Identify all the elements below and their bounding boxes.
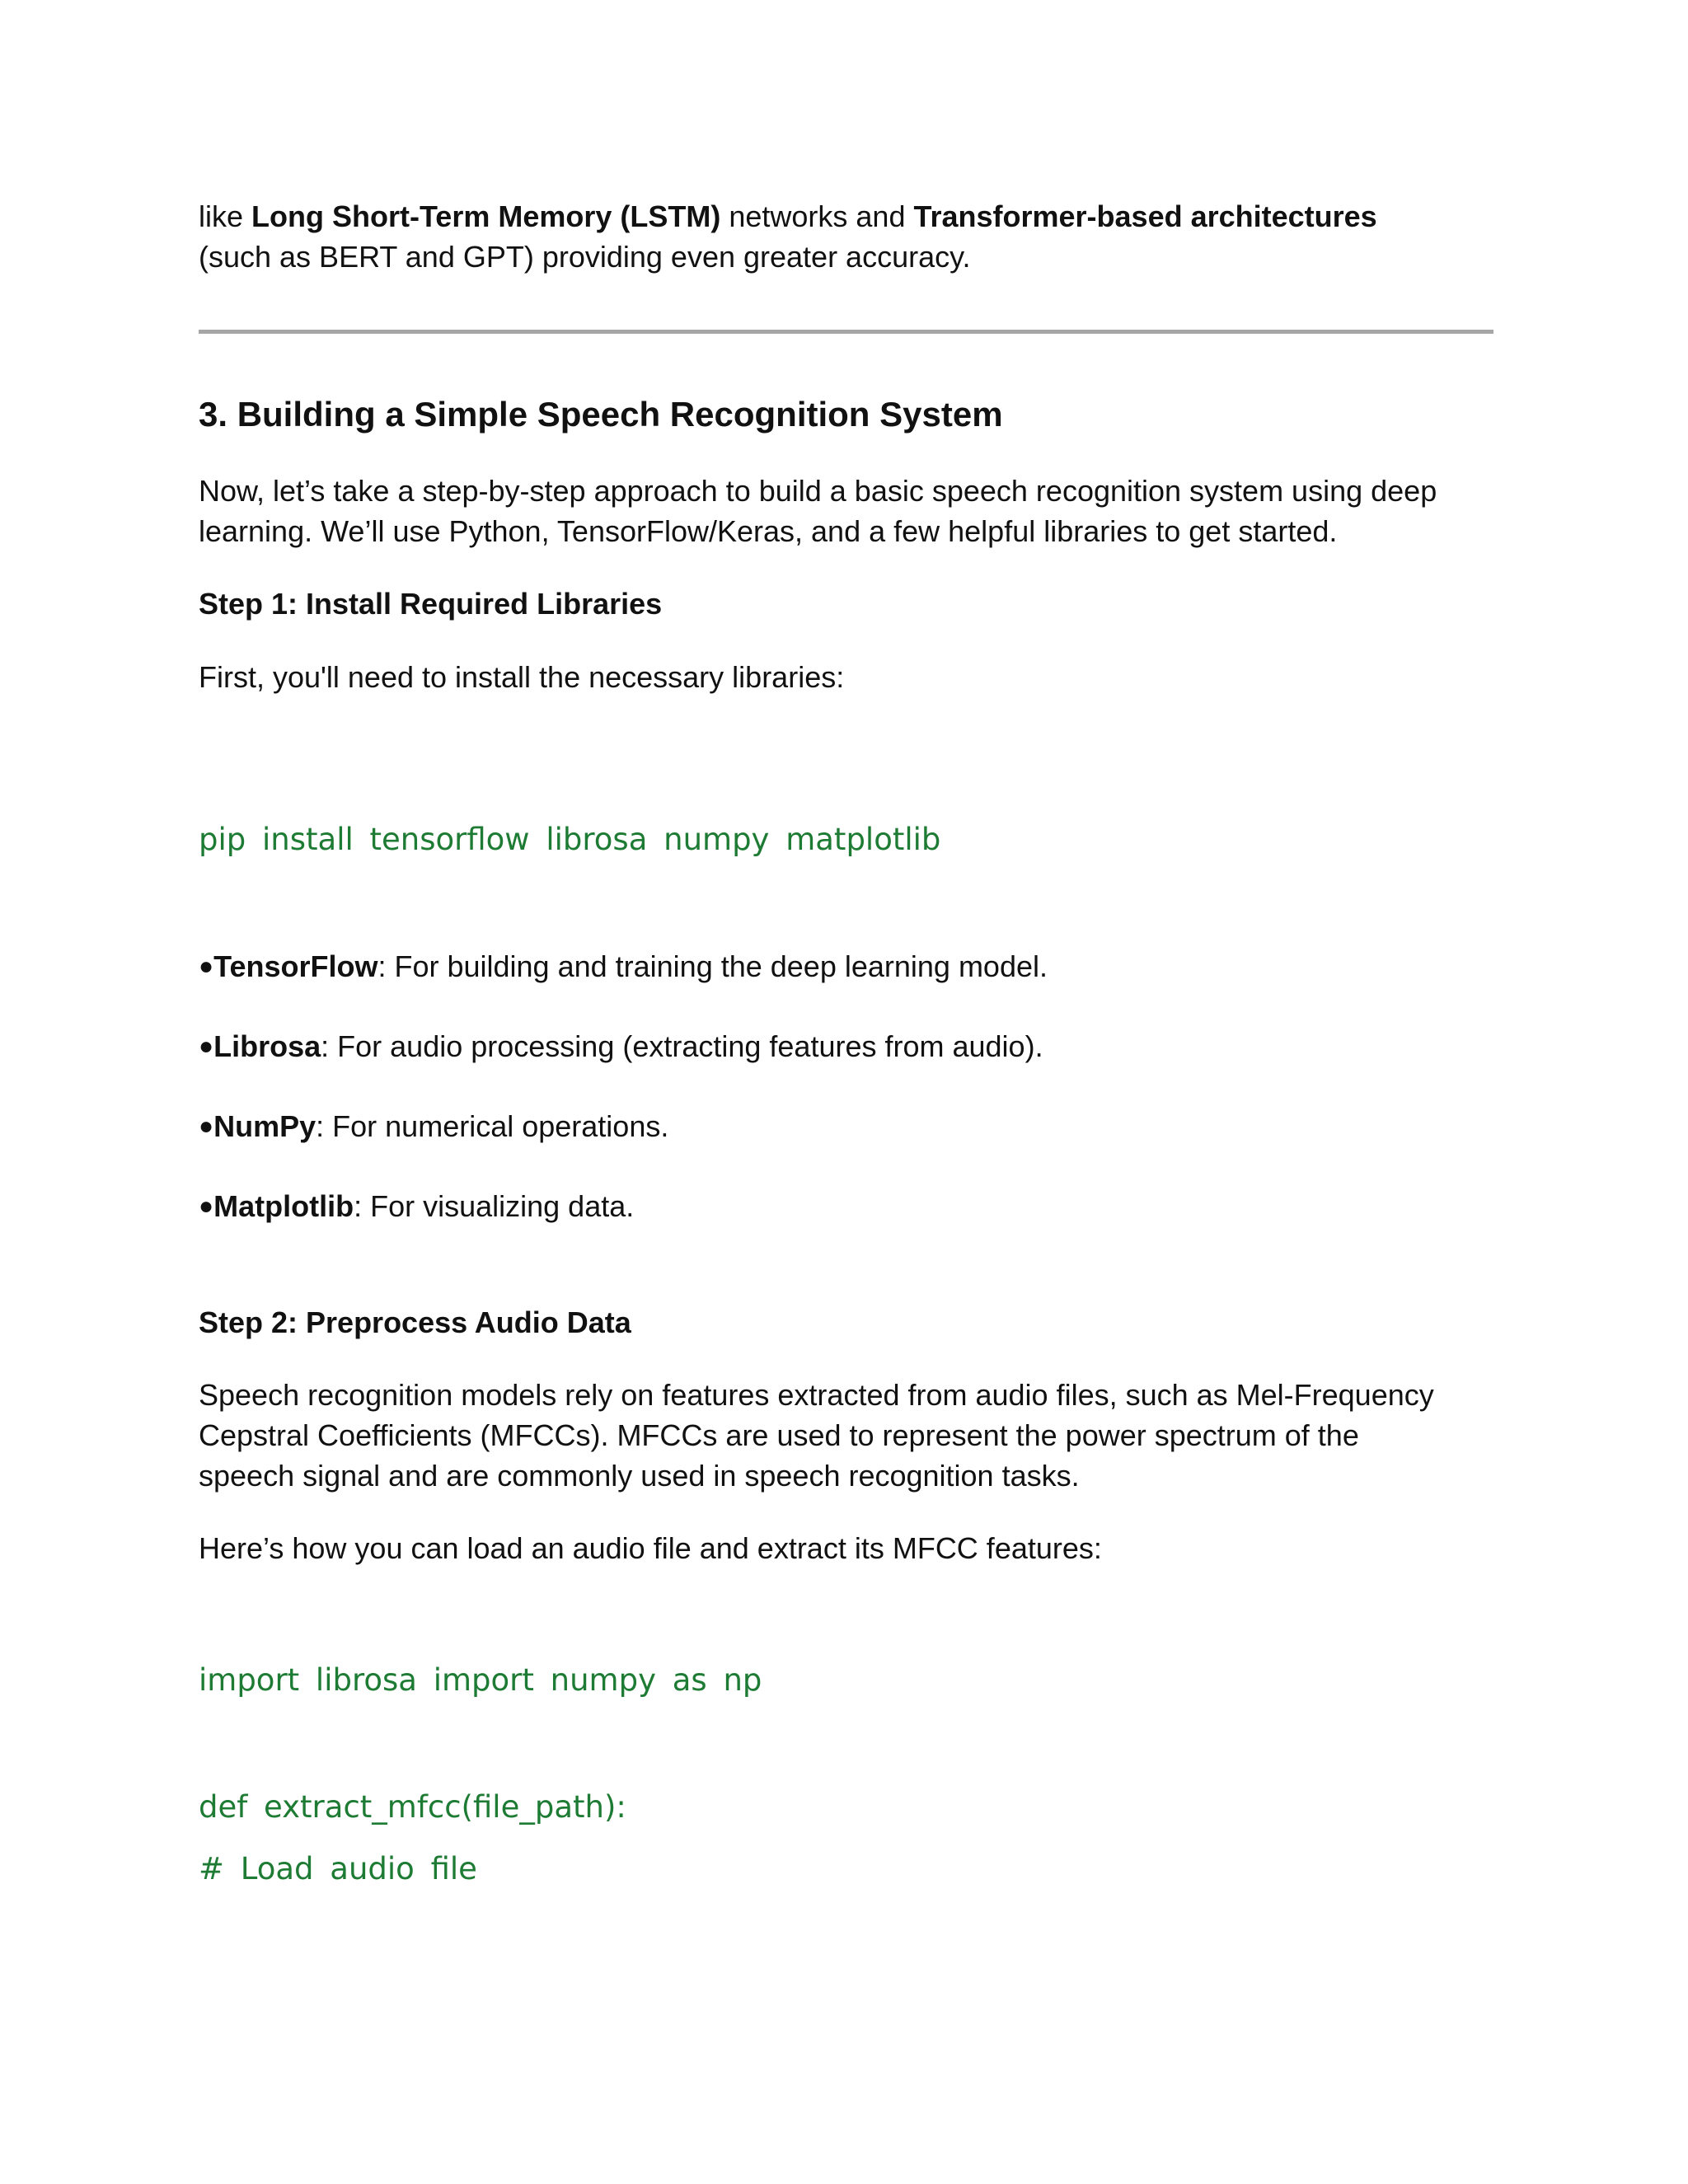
code-line-imports: import librosa import numpy as np xyxy=(199,1662,762,1698)
section-paragraph-line-1: Now, let’s take a step-by-step approach to build a basic speech recognition system using deep xyxy=(199,474,1437,508)
bullet-icon: ● xyxy=(199,1193,214,1220)
install-code: pip install tensorflow librosa numpy matplotlib xyxy=(199,822,941,857)
step2-paragraph-line-1: Speech recognition models rely on features extracted from audio files, such as Mel-Frequency xyxy=(199,1378,1434,1412)
lstm-term: Long Short-Term Memory (LSTM) xyxy=(251,199,721,233)
step2-paragraph-line-2: Cepstral Coefficients (MFCCs). MFCCs are used to represent the power spectrum of the xyxy=(199,1418,1359,1452)
bullet-icon: ● xyxy=(199,1033,214,1060)
code-line-comment: # Load audio file xyxy=(199,1851,477,1886)
step2-paragraph-line-3: speech signal and are commonly used in speech recognition tasks. xyxy=(199,1459,1080,1493)
list-item: ●TensorFlow: For building and training the deep learning model. xyxy=(199,949,1048,983)
step1-intro: First, you'll need to install the necessary libraries: xyxy=(199,660,845,694)
bullet-icon: ● xyxy=(199,953,214,980)
step2-intro: Here’s how you can load an audio file and extract its MFCC features: xyxy=(199,1531,1102,1565)
section-paragraph-line-2: learning. We’ll use Python, TensorFlow/Keras, and a few helpful libraries to get started. xyxy=(199,514,1338,548)
intro-line-2: (such as BERT and GPT) providing even greater accuracy. xyxy=(199,240,971,274)
step2-heading: Step 2: Preprocess Audio Data xyxy=(199,1305,631,1339)
list-item: ●NumPy: For numerical operations. xyxy=(199,1109,669,1143)
bullet-icon: ● xyxy=(199,1113,214,1140)
list-item: ●Librosa: For audio processing (extracting features from audio). xyxy=(199,1029,1043,1063)
transformer-term: Transformer-based architectures xyxy=(913,199,1377,233)
list-item: ●Matplotlib: For visualizing data. xyxy=(199,1189,635,1223)
code-line-def: def extract_mfcc(file_path): xyxy=(199,1789,626,1825)
intro-line-1: like Long Short-Term Memory (LSTM) networks and Transformer-based architectures xyxy=(199,199,1377,233)
section-heading: 3. Building a Simple Speech Recognition System xyxy=(199,395,1003,434)
step1-heading: Step 1: Install Required Libraries xyxy=(199,587,663,621)
horizontal-divider xyxy=(199,330,1493,334)
